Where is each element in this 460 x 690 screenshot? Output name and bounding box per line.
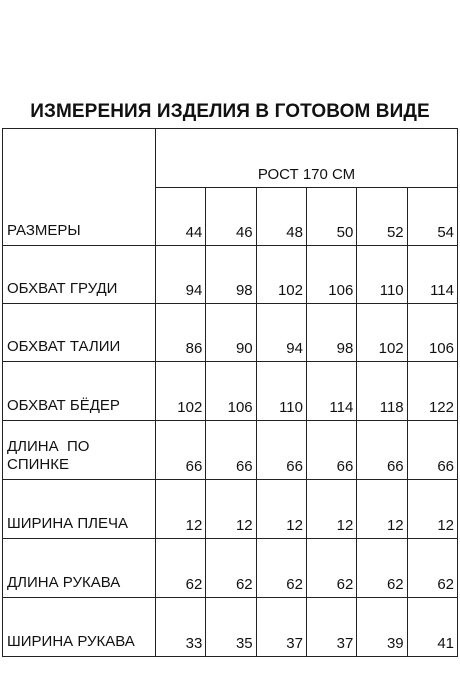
size-cell: 50 <box>306 188 356 246</box>
value-cell: 62 <box>256 539 306 598</box>
value-cell: 110 <box>256 362 306 421</box>
value-cell: 94 <box>156 246 206 304</box>
table-row <box>3 304 458 362</box>
value-cell: 106 <box>306 246 356 304</box>
value-cell: 66 <box>206 421 256 480</box>
table-row <box>3 421 458 480</box>
value-cell: 62 <box>156 539 206 598</box>
value-cell: 12 <box>407 480 457 539</box>
row-label-line: СПИНКЕ <box>7 456 69 474</box>
value-cell: 37 <box>306 598 356 657</box>
table-row <box>3 246 458 304</box>
value-cell: 66 <box>407 421 457 480</box>
value-cell: 12 <box>256 480 306 539</box>
value-cell: 12 <box>357 480 407 539</box>
value-cell: 90 <box>206 304 256 362</box>
row-label-line: ДЛИНА ПО <box>7 437 90 455</box>
size-cell: 54 <box>407 188 457 246</box>
row-label: ШИРИНА ПЛЕЧА <box>3 480 156 539</box>
value-cell: 62 <box>306 539 356 598</box>
table-row <box>3 598 458 657</box>
value-cell: 110 <box>357 246 407 304</box>
table-title: ИЗМЕРЕНИЯ ИЗДЕЛИЯ В ГОТОВОМ ВИДЕ <box>30 101 430 122</box>
value-cell: 114 <box>407 246 457 304</box>
corner-cell <box>3 129 156 188</box>
value-cell: 122 <box>407 362 457 421</box>
value-cell: 86 <box>156 304 206 362</box>
value-cell: 37 <box>256 598 306 657</box>
sizes-label: РАЗМЕРЫ <box>3 188 156 246</box>
value-cell: 98 <box>306 304 356 362</box>
value-cell: 98 <box>206 246 256 304</box>
size-cell: 52 <box>357 188 407 246</box>
row-label: ОБХВАТ БЁДЕР <box>3 362 156 421</box>
size-cell: 46 <box>206 188 256 246</box>
value-cell: 94 <box>256 304 306 362</box>
size-cell: 48 <box>256 188 306 246</box>
row-label <box>3 421 156 480</box>
value-cell: 39 <box>357 598 407 657</box>
row-label: ДЛИНА РУКАВА <box>3 539 156 598</box>
height-header: РОСТ 170 СМ <box>156 129 458 188</box>
header-row <box>3 129 458 188</box>
measurements-table <box>2 128 458 657</box>
value-cell: 102 <box>256 246 306 304</box>
value-cell: 66 <box>256 421 306 480</box>
value-cell: 106 <box>206 362 256 421</box>
value-cell: 102 <box>156 362 206 421</box>
table-row <box>3 539 458 598</box>
value-cell: 66 <box>156 421 206 480</box>
table-row <box>3 480 458 539</box>
size-cell: 44 <box>156 188 206 246</box>
row-label: ОБХВАТ ТАЛИИ <box>3 304 156 362</box>
value-cell: 62 <box>357 539 407 598</box>
value-cell: 114 <box>306 362 356 421</box>
value-cell: 62 <box>206 539 256 598</box>
value-cell: 12 <box>206 480 256 539</box>
value-cell: 118 <box>357 362 407 421</box>
value-cell: 12 <box>306 480 356 539</box>
row-label: ОБХВАТ ГРУДИ <box>3 246 156 304</box>
value-cell: 41 <box>407 598 457 657</box>
value-cell: 62 <box>407 539 457 598</box>
value-cell: 35 <box>206 598 256 657</box>
value-cell: 102 <box>357 304 407 362</box>
value-cell: 12 <box>156 480 206 539</box>
value-cell: 66 <box>306 421 356 480</box>
table-row <box>3 362 458 421</box>
value-cell: 33 <box>156 598 206 657</box>
value-cell: 106 <box>407 304 457 362</box>
value-cell: 66 <box>357 421 407 480</box>
row-label: ШИРИНА РУКАВА <box>3 598 156 657</box>
sizes-row <box>3 188 458 246</box>
